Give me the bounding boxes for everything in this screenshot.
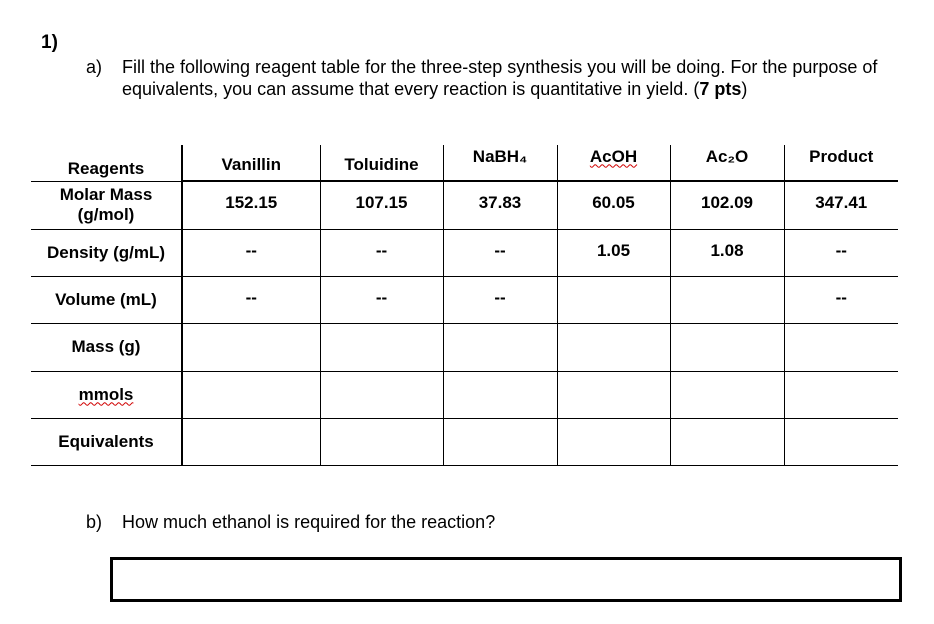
table-row [31, 323, 898, 371]
header-row [31, 145, 898, 181]
table-row [31, 418, 898, 465]
cell-value: 102.09 [701, 193, 753, 213]
header-cell [443, 145, 557, 181]
cell-value: -- [835, 287, 847, 307]
cell-value: 347.41 [815, 193, 868, 213]
part-a-points: 7 pts [699, 79, 742, 99]
table-cell [784, 229, 898, 276]
table-cell [557, 229, 670, 276]
row-label: Equivalents [31, 418, 182, 465]
table-cell[interactable] [182, 418, 320, 465]
header-cell [320, 145, 443, 181]
table-cell[interactable] [557, 323, 670, 371]
table-cell[interactable] [557, 371, 670, 418]
row-label [31, 371, 182, 418]
table-cell [320, 229, 443, 276]
row-label-text: mmols [78, 384, 134, 404]
reagent-table [31, 145, 898, 466]
table-cell[interactable] [670, 323, 784, 371]
table-cell[interactable] [182, 371, 320, 418]
table-cell [320, 181, 443, 229]
table-cell [443, 229, 557, 276]
table-cell[interactable] [443, 418, 557, 465]
table-cell[interactable] [557, 418, 670, 465]
table-cell[interactable] [443, 323, 557, 371]
cell-value: 1.08 [710, 240, 744, 260]
cell-value: 107.15 [355, 193, 408, 213]
table-cell [320, 276, 443, 323]
header-acoh: AcOH [589, 146, 638, 166]
cell-value: 37.83 [478, 193, 522, 213]
row-label: Mass (g) [31, 323, 182, 371]
part-a-close: ) [741, 79, 748, 99]
table-cell [443, 276, 557, 323]
header-ac2o: Ac₂O [705, 146, 749, 166]
header-cell [670, 145, 784, 181]
row-label: Density (g/mL) [31, 229, 182, 276]
table-cell[interactable] [784, 323, 898, 371]
header-vanillin: Vanillin [221, 154, 282, 174]
cell-value: -- [245, 287, 257, 307]
header-toluidine: Toluidine [344, 154, 419, 174]
table-cell[interactable] [557, 276, 670, 323]
part-a-text: Fill the following reagent table for the three-step synthesis you will be doing. For the purpose of equivalents, you can assume that every reaction is quantitative in yield. ( [122, 57, 878, 99]
cell-value: -- [494, 240, 506, 260]
table-cell[interactable] [670, 371, 784, 418]
cell-value: 152.15 [225, 193, 278, 213]
table-cell[interactable] [182, 323, 320, 371]
cell-value: -- [245, 240, 257, 260]
table-cell [670, 181, 784, 229]
table-cell [557, 181, 670, 229]
table-row [31, 276, 898, 323]
cell-value: -- [375, 287, 388, 307]
cell-value: 1.05 [596, 240, 631, 260]
row-label: Volume (mL) [31, 276, 182, 323]
table-row [31, 181, 898, 229]
part-a-prompt [122, 56, 902, 100]
header-cell [784, 145, 898, 181]
part-b-prompt: How much ethanol is required for the reaction? [122, 512, 496, 532]
table-cell[interactable] [784, 418, 898, 465]
table-cell [182, 229, 320, 276]
table-cell [784, 181, 898, 229]
table-cell[interactable] [670, 276, 784, 323]
cell-value: 60.05 [592, 193, 635, 213]
header-cell [182, 145, 320, 181]
header-nabh4: NaBH₄ [472, 146, 528, 166]
table-cell [443, 181, 557, 229]
table-row [31, 229, 898, 276]
table-cell[interactable] [320, 323, 443, 371]
row-label: Molar Mass (g/mol) [31, 181, 182, 229]
table-cell[interactable] [443, 371, 557, 418]
table-row [31, 371, 898, 418]
header-label: Reagents [67, 158, 145, 178]
header-cell [557, 145, 670, 181]
table-cell[interactable] [320, 418, 443, 465]
cell-value: -- [375, 240, 388, 260]
cell-value: -- [835, 240, 847, 260]
answer-box[interactable] [110, 557, 902, 602]
table-cell [182, 181, 320, 229]
question-number: 1) [41, 32, 58, 53]
header-product: Product [809, 146, 874, 166]
table-cell[interactable] [320, 371, 443, 418]
table-cell[interactable] [670, 418, 784, 465]
table-cell[interactable] [784, 371, 898, 418]
header-label-cell [31, 145, 182, 181]
part-a-letter: a) [86, 57, 103, 77]
cell-value: -- [494, 287, 506, 307]
table-cell [784, 276, 898, 323]
table-cell [182, 276, 320, 323]
part-b-letter: b) [86, 512, 103, 532]
table-cell [670, 229, 784, 276]
